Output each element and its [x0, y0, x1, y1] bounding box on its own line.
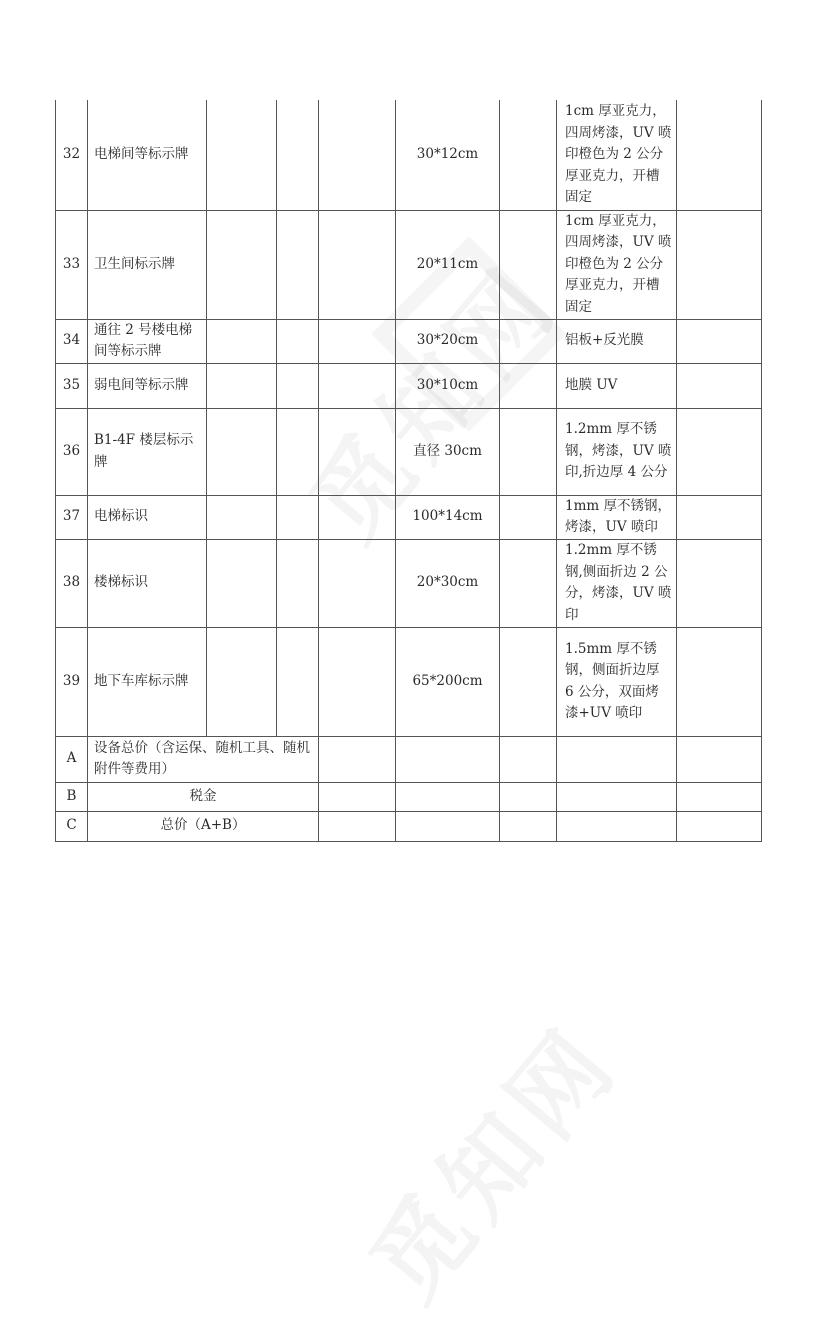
empty-cell	[677, 539, 762, 627]
empty-cell	[500, 363, 557, 408]
item-size: 直径 30cm	[396, 408, 500, 495]
empty-cell	[207, 319, 277, 363]
empty-cell	[207, 495, 277, 539]
empty-cell	[500, 736, 557, 782]
empty-cell	[277, 100, 319, 210]
item-number: 32	[56, 100, 88, 210]
empty-cell	[677, 495, 762, 539]
empty-cell	[319, 811, 396, 841]
item-name: 地下车库标示牌	[88, 627, 207, 736]
empty-cell	[277, 363, 319, 408]
empty-cell	[319, 627, 396, 736]
empty-cell	[557, 782, 677, 811]
empty-cell	[319, 210, 396, 319]
empty-cell	[500, 811, 557, 841]
item-size: 30*10cm	[396, 363, 500, 408]
item-name: 电梯间等标示牌	[88, 100, 207, 210]
empty-cell	[500, 495, 557, 539]
empty-cell	[396, 811, 500, 841]
item-size: 20*11cm	[396, 210, 500, 319]
empty-cell	[207, 100, 277, 210]
empty-cell	[677, 363, 762, 408]
table-row	[56, 100, 762, 210]
empty-cell	[396, 736, 500, 782]
empty-cell	[277, 210, 319, 319]
watermark-bottom	[334, 993, 643, 1324]
summary-label: 税金	[88, 782, 319, 811]
item-size: 30*12cm	[396, 100, 500, 210]
item-name: 楼梯标识	[88, 539, 207, 627]
item-size: 100*14cm	[396, 495, 500, 539]
empty-cell	[500, 782, 557, 811]
empty-cell	[677, 811, 762, 841]
summary-code: B	[56, 782, 88, 811]
empty-cell	[677, 319, 762, 363]
table-row	[56, 319, 762, 363]
empty-cell	[207, 408, 277, 495]
item-material: 地膜 UV	[557, 363, 677, 408]
item-material: 铝板+反光膜	[557, 319, 677, 363]
item-number: 36	[56, 408, 88, 495]
item-material: 1.2mm 厚不锈钢，烤漆，UV 喷印,折边厚 4 公分	[557, 408, 677, 495]
empty-cell	[277, 319, 319, 363]
item-number: 33	[56, 210, 88, 319]
empty-cell	[207, 363, 277, 408]
empty-cell	[319, 408, 396, 495]
item-name: 弱电间等标示牌	[88, 363, 207, 408]
empty-cell	[677, 736, 762, 782]
summary-row	[56, 811, 762, 841]
item-material: 1cm 厚亚克力，四周烤漆，UV 喷印橙色为 2 公分厚亚克力，开槽固定	[557, 210, 677, 319]
item-number: 35	[56, 363, 88, 408]
empty-cell	[677, 408, 762, 495]
item-size: 65*200cm	[396, 627, 500, 736]
empty-cell	[500, 319, 557, 363]
empty-cell	[500, 627, 557, 736]
empty-cell	[396, 782, 500, 811]
empty-cell	[207, 210, 277, 319]
empty-cell	[677, 782, 762, 811]
empty-cell	[319, 363, 396, 408]
empty-cell	[500, 408, 557, 495]
empty-cell	[277, 539, 319, 627]
summary-code: C	[56, 811, 88, 841]
item-number: 37	[56, 495, 88, 539]
item-number: 38	[56, 539, 88, 627]
empty-cell	[500, 210, 557, 319]
empty-cell	[319, 736, 396, 782]
empty-cell	[500, 100, 557, 210]
table-row	[56, 210, 762, 319]
table-row	[56, 408, 762, 495]
table-row	[56, 495, 762, 539]
empty-cell	[319, 319, 396, 363]
item-material: 1.2mm 厚不锈钢,侧面折边 2 公分，烤漆，UV 喷印	[557, 539, 677, 627]
empty-cell	[277, 408, 319, 495]
item-name: 电梯标识	[88, 495, 207, 539]
summary-row	[56, 736, 762, 782]
empty-cell	[677, 100, 762, 210]
item-material: 1cm 厚亚克力，四周烤漆，UV 喷印橙色为 2 公分厚亚克力，开槽固定	[557, 100, 677, 210]
empty-cell	[319, 782, 396, 811]
item-name: 通往 2 号楼电梯间等标示牌	[88, 319, 207, 363]
empty-cell	[500, 539, 557, 627]
empty-cell	[207, 539, 277, 627]
empty-cell	[207, 627, 277, 736]
summary-row	[56, 782, 762, 811]
item-name: 卫生间标示牌	[88, 210, 207, 319]
item-size: 30*20cm	[396, 319, 500, 363]
summary-label: 总价（A+B）	[88, 811, 319, 841]
empty-cell	[557, 811, 677, 841]
item-name: B1-4F 楼层标示牌	[88, 408, 207, 495]
empty-cell	[677, 627, 762, 736]
table-row	[56, 627, 762, 736]
empty-cell	[319, 539, 396, 627]
empty-cell	[319, 495, 396, 539]
item-material: 1.5mm 厚不锈钢，侧面折边厚 6 公分，双面烤漆+UV 喷印	[557, 627, 677, 736]
empty-cell	[277, 627, 319, 736]
empty-cell	[277, 495, 319, 539]
summary-label: 设备总价（含运保、随机工具、随机附件等费用）	[88, 736, 319, 782]
item-size: 20*30cm	[396, 539, 500, 627]
item-number: 39	[56, 627, 88, 736]
empty-cell	[557, 736, 677, 782]
item-number: 34	[56, 319, 88, 363]
table-row	[56, 363, 762, 408]
empty-cell	[319, 100, 396, 210]
spec-table	[55, 100, 762, 842]
empty-cell	[677, 210, 762, 319]
item-material: 1mm 厚不锈钢，烤漆，UV 喷印	[557, 495, 677, 539]
table-row	[56, 539, 762, 627]
summary-code: A	[56, 736, 88, 782]
